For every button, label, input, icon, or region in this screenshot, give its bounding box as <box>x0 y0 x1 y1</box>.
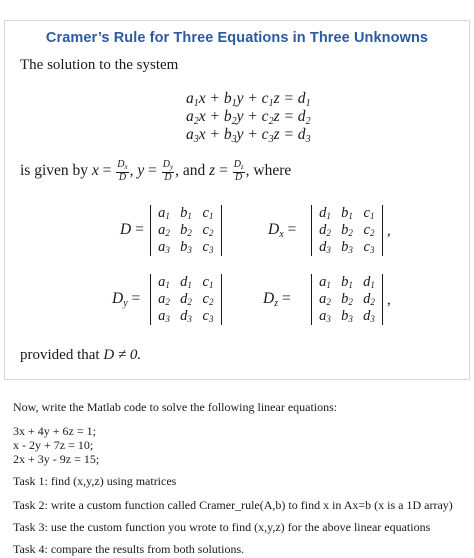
task-4: Task 4: compare the results from both solutions. <box>13 542 245 556</box>
system-equation-1: $a_1x + b_1y + c_1z = d_1$ <box>186 90 311 109</box>
matrix-entry: $c_2$ <box>202 291 214 307</box>
provided-cond: D ≠ 0. <box>103 347 142 363</box>
determinant-label-z: $D_z$ = <box>263 290 291 309</box>
equation-line-2: x - 2y + 7z = 10; <box>13 438 94 452</box>
matrix-entry: $b_2$ <box>180 222 192 238</box>
matrix-entry: $b_1$ <box>180 205 192 221</box>
matrix-entry: $b_3$ <box>180 239 192 255</box>
determinant-matrix-d <box>150 205 222 256</box>
matrix-entry: $c_2$ <box>202 222 214 238</box>
matrix-entry: $d_3$ <box>363 308 375 324</box>
matrix-entry: $c_2$ <box>363 222 375 238</box>
matrix-entry: $a_1$ <box>158 274 170 290</box>
matrix-entry: $d_3$ <box>319 239 331 255</box>
matrix-entry: $d_1$ <box>180 274 192 290</box>
matrix-entry: $c_3$ <box>202 239 214 255</box>
matrix-entry: $a_2$ <box>158 222 170 238</box>
panel-title: Cramer’s Rule for Three Equations in Three Unknowns <box>45 30 429 46</box>
matrix-entry: $a_2$ <box>158 291 170 307</box>
intro-text: The solution to the system <box>20 57 179 73</box>
matrix-entry: $b_3$ <box>341 239 353 255</box>
provided-text: provided that <box>20 347 100 363</box>
matrix-entry: $c_1$ <box>363 205 375 221</box>
matrix-entry: $d_1$ <box>363 274 375 290</box>
matrix-entry: $d_2$ <box>319 222 331 238</box>
system-equation-3: $a_3x + b_3y + c_3z = d_3$ <box>186 126 311 145</box>
matrix-entry: $a_1$ <box>319 274 331 290</box>
matrix-entry: $d_1$ <box>319 205 331 221</box>
system-equation-2: $a_2x + b_2y + c_2z = d_2$ <box>186 108 311 127</box>
matrix-entry: $c_3$ <box>202 308 214 324</box>
equation-line-3: 2x + 3y - 9z = 15; <box>13 452 100 466</box>
fraction-y: $\frac{D_y}{D}$ <box>162 159 174 183</box>
provided-condition <box>20 347 141 364</box>
determinant-matrix-x <box>311 205 383 256</box>
determinant-label-y: $D_y$ = <box>112 290 141 309</box>
task-3: Task 3: use the custom function you wrote to find (x,y,z) for the above linear equations <box>13 520 431 534</box>
determinant-label-d: D = <box>120 221 144 238</box>
matrix-entry: $a_3$ <box>158 308 170 324</box>
fraction-z: $\frac{D_z}{D}$ <box>233 159 244 183</box>
matrix-entry: $b_2$ <box>341 291 353 307</box>
matrix-entry: $b_1$ <box>341 205 353 221</box>
matrix-entry: $a_3$ <box>319 308 331 324</box>
determinant-label-x: $D_x$ = <box>268 221 297 240</box>
given-and: and <box>182 162 206 180</box>
matrix-entry: $b_3$ <box>341 308 353 324</box>
matrix-entry: $a_1$ <box>158 205 170 221</box>
cramer-rule-panel <box>4 20 470 380</box>
determinant-punct: , <box>387 223 391 239</box>
matrix-entry: $c_3$ <box>363 239 375 255</box>
matrix-entry: $a_3$ <box>158 239 170 255</box>
matrix-entry: $c_1$ <box>202 205 214 221</box>
given-where: where <box>253 162 292 180</box>
matrix-entry: $a_2$ <box>319 291 331 307</box>
solution-formula: is given by x = $\frac{D_x}{D}$ , y = $\frac{D_y}{D}$ , and z = $\frac{D_z}{D}$ , where <box>20 159 292 183</box>
matrix-entry: $c_1$ <box>202 274 214 290</box>
determinant-punct: , <box>387 292 391 308</box>
task-1: Task 1: find (x,y,z) using matrices <box>13 474 177 488</box>
task-2: Task 2: write a custom function called Cramer_rule(A,b) to find x in Ax=b (x is a 1D array) <box>13 498 453 512</box>
fraction-x: $\frac{D_x}{D}$ <box>117 159 128 183</box>
instruction-text: Now, write the Matlab code to solve the following linear equations: <box>13 400 338 414</box>
matrix-entry: $b_2$ <box>341 222 353 238</box>
matrix-entry: $b_1$ <box>341 274 353 290</box>
given-prefix: is given by <box>20 162 89 180</box>
matrix-entry: $d_3$ <box>180 308 192 324</box>
determinant-matrix-y <box>150 274 222 325</box>
matrix-entry: $d_2$ <box>180 291 192 307</box>
equation-line-1: 3x + 4y + 6z = 1; <box>13 424 96 438</box>
determinant-matrix-z <box>311 274 383 325</box>
matrix-entry: $d_2$ <box>363 291 375 307</box>
